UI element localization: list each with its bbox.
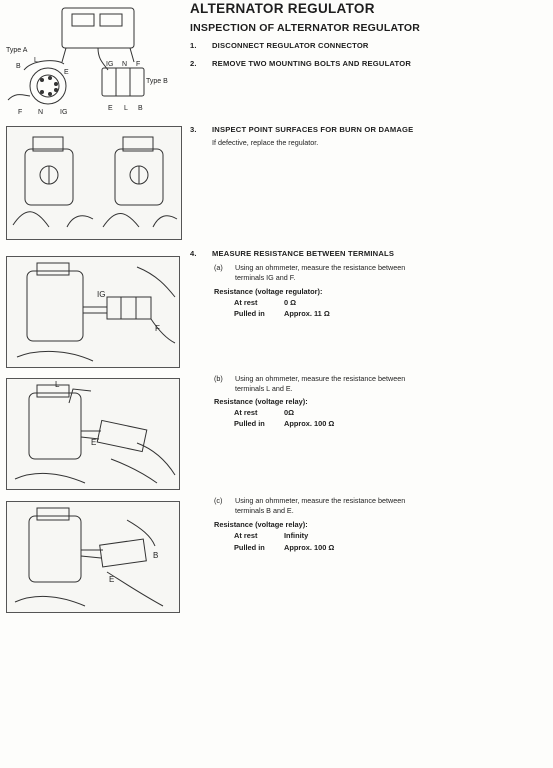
step-4 <box>190 249 394 258</box>
section-subtitle: INSPECTION OF ALTERNATOR REGULATOR <box>190 22 421 34</box>
resistance-key: At rest <box>234 531 258 540</box>
step-number: 2. <box>190 59 197 68</box>
terminal-label: L <box>124 105 128 112</box>
type-b-label: Type B <box>146 78 168 85</box>
resistance-key: At rest <box>234 298 258 307</box>
terminal-label: E <box>64 69 69 76</box>
step-3-note: If defective, replace the regulator. <box>212 138 319 147</box>
resistance-value: Approx. 11 Ω <box>284 309 330 318</box>
resistance-value: Approx. 100 Ω <box>284 543 335 552</box>
instruction-line: terminals IG and F. <box>235 272 296 282</box>
terminal-label: E <box>91 438 97 447</box>
resistance-row <box>234 408 294 417</box>
measurement-c-instruction <box>214 496 405 515</box>
connector <box>107 297 151 319</box>
instruction-line: terminals L and E. <box>235 383 293 393</box>
resistance-key: Pulled in <box>234 309 265 318</box>
type-a-label: Type A <box>6 47 28 54</box>
figure-connector-types <box>4 0 184 118</box>
regulator-body <box>29 516 81 582</box>
figure-terminals-ig-f <box>6 256 180 368</box>
resistance-value: Infinity <box>284 531 309 540</box>
terminal-label: B <box>16 63 21 70</box>
regulator-body <box>27 271 83 341</box>
point-surfaces-illustration <box>7 127 181 239</box>
terminals-ig-f-illustration <box>7 257 179 367</box>
terminal-label: F <box>155 324 160 333</box>
figure-point-surfaces <box>6 126 182 240</box>
terminal-label: N <box>38 109 44 116</box>
resistance-title: Resistance (voltage relay): <box>214 520 308 529</box>
terminal-label: F <box>136 61 141 68</box>
terminal-label: IG <box>97 290 106 299</box>
resistance-row <box>234 531 308 540</box>
resistance-value: 0 Ω <box>284 298 297 307</box>
instruction-line: Using an ohmmeter, measure the resistance between <box>235 374 406 383</box>
measurement-a-instruction <box>214 263 405 282</box>
step-2 <box>190 59 411 68</box>
figure-terminals-l-e <box>6 378 180 490</box>
terminal-label: L <box>55 380 60 389</box>
connector <box>100 539 147 567</box>
resistance-value: 0Ω <box>284 408 295 417</box>
type-a-connector <box>30 68 66 104</box>
instruction-line: Using an ohmmeter, measure the resistance between <box>235 496 406 505</box>
measurement-label: (b) <box>214 374 223 383</box>
resistance-row <box>234 298 296 307</box>
instruction-line: terminals B and E. <box>235 505 294 515</box>
regulator-body <box>29 393 81 459</box>
connector <box>97 420 147 451</box>
resistance-title: Resistance (voltage regulator): <box>214 287 323 296</box>
terminals-b-e-illustration <box>7 502 179 612</box>
terminal-label: IG <box>106 61 114 68</box>
step-3 <box>190 125 413 134</box>
instruction-line: Using an ohmmeter, measure the resistance between <box>235 263 406 272</box>
resistance-key: Pulled in <box>234 419 265 428</box>
measurement-label: (a) <box>214 263 223 272</box>
terminals-l-e-illustration <box>7 379 179 489</box>
terminal-label: L <box>34 57 38 64</box>
step-text: REMOVE TWO MOUNTING BOLTS AND REGULATOR <box>212 59 412 68</box>
terminal-label: B <box>138 105 143 112</box>
step-1 <box>190 41 369 50</box>
resistance-row <box>234 309 330 318</box>
step-number: 4. <box>190 249 197 258</box>
step-text: INSPECT POINT SURFACES FOR BURN OR DAMAGE <box>212 125 414 134</box>
terminal-label: IG <box>60 109 68 116</box>
resistance-value: Approx. 100 Ω <box>284 419 335 428</box>
figure-terminals-b-e <box>6 501 180 613</box>
step-number: 3. <box>190 125 197 134</box>
measurement-label: (c) <box>214 496 223 505</box>
measurement-b-instruction <box>214 374 405 393</box>
step-text: MEASURE RESISTANCE BETWEEN TERMINALS <box>212 249 395 258</box>
resistance-key: At rest <box>234 408 258 417</box>
type-b-connector <box>102 68 144 96</box>
connector-types-illustration <box>4 0 184 118</box>
resistance-row <box>234 419 334 428</box>
terminal-label: F <box>18 109 23 116</box>
step-number: 1. <box>190 41 197 50</box>
resistance-row <box>234 543 334 552</box>
terminal-label: B <box>153 551 159 560</box>
resistance-title: Resistance (voltage relay): <box>214 397 308 406</box>
page-title: ALTERNATOR REGULATOR <box>190 1 375 16</box>
step-text: DISCONNECT REGULATOR CONNECTOR <box>212 41 369 50</box>
terminal-label: E <box>109 575 115 584</box>
terminal-label: N <box>122 61 128 68</box>
resistance-key: Pulled in <box>234 543 265 552</box>
terminal-label: E <box>108 105 113 112</box>
